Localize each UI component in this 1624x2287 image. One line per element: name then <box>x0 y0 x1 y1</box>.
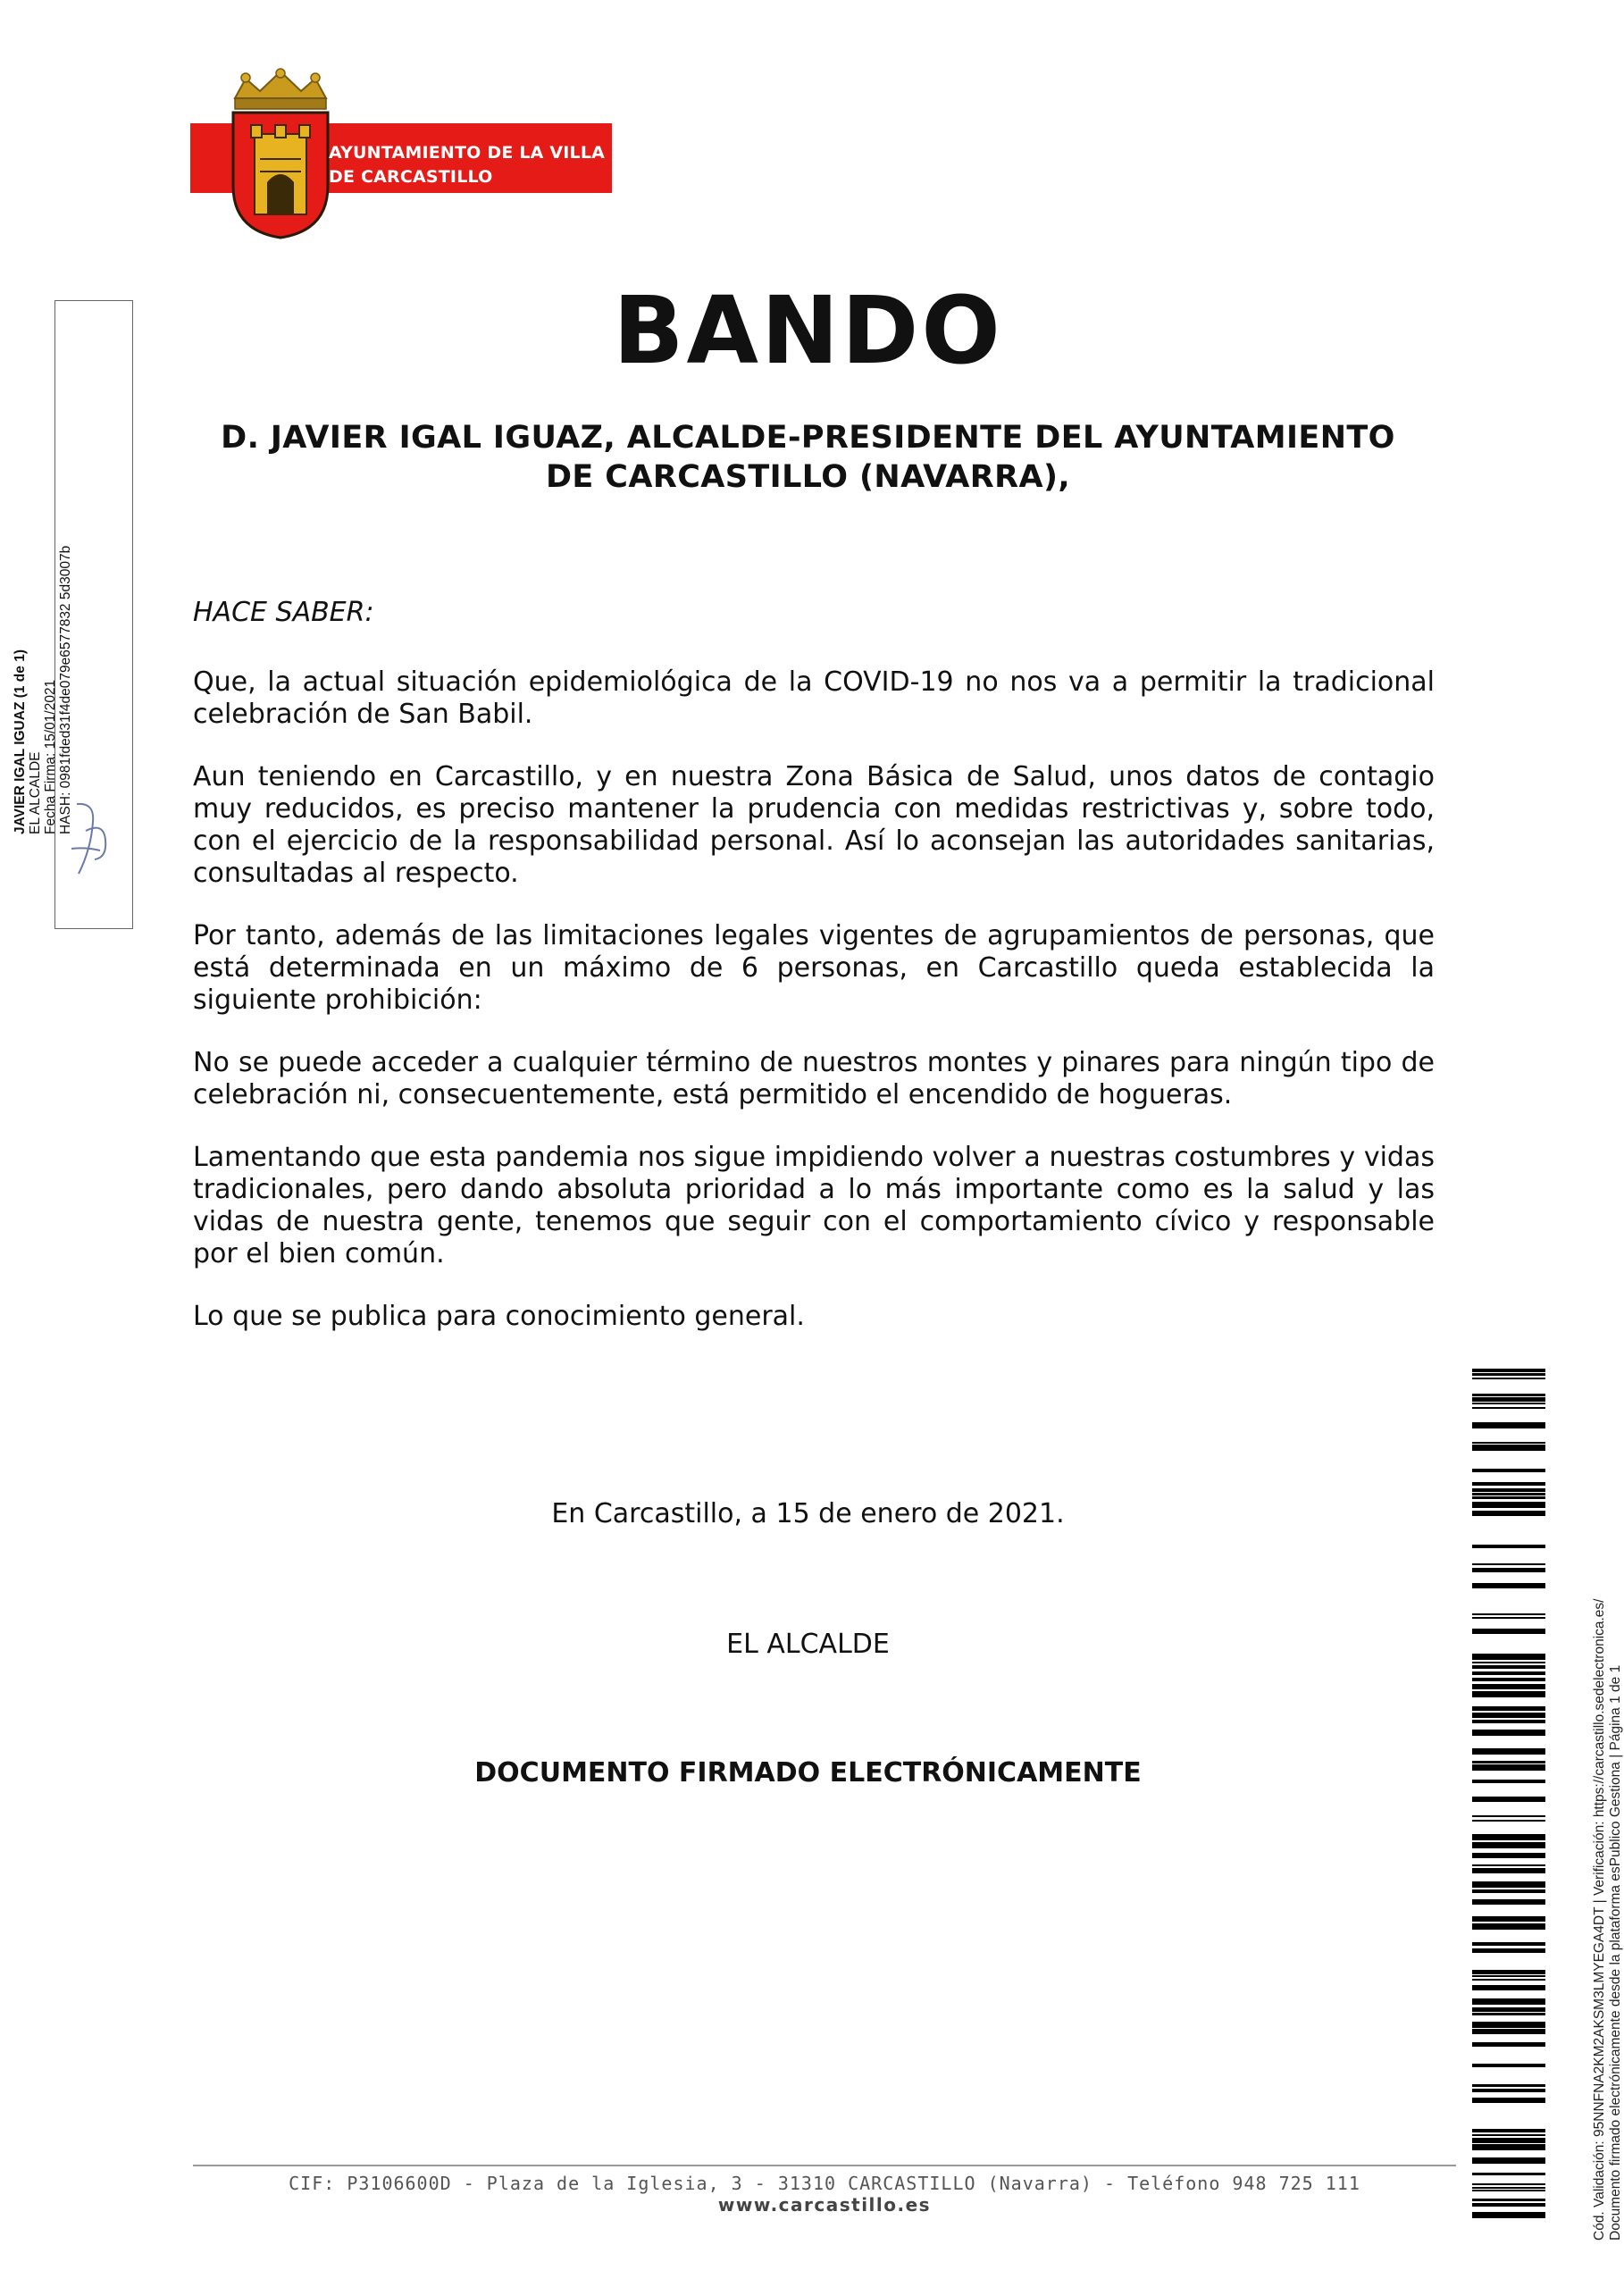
hace-saber: HACE SABER: <box>193 597 374 628</box>
footer-address: CIF: P3106600D - Plaza de la Iglesia, 3 - 31310 CARCASTILLO (Navarra) - Teléfono 948 725 111 <box>289 2173 1360 2194</box>
barcode-icon <box>1472 1369 1545 2219</box>
verification-text <box>1592 1347 1624 2241</box>
signature-hash: HASH: 0981fded31f4de079e6577832 5d3007b <box>58 545 73 834</box>
paragraph: Lo que se publica para conocimiento general. <box>193 1301 805 1332</box>
organization-name <box>329 141 605 189</box>
signature-date: Fecha Firma: 15/01/2021 <box>43 679 58 834</box>
paragraph: Por tanto, además de las limitaciones legales vigentes de agrupamientos de personas, que está determinada en un máximo de 6 personas, en Carcastillo queda establecida la siguiente prohibición: <box>193 920 1435 1016</box>
footer-website: www.carcastillo.es <box>717 2194 932 2216</box>
electronic-signature-note: DOCUMENTO FIRMADO ELECTRÓNICAMENTE <box>474 1757 1142 1789</box>
organization-name-line2: DE CARCASTILLO <box>329 167 493 187</box>
document-body <box>193 597 1435 1363</box>
coat-of-arms-icon <box>228 70 333 239</box>
subtitle-line2: DE CARCASTILLO (NAVARRA), <box>545 459 1071 495</box>
date-line: En Carcastillo, a 15 de enero de 2021. <box>551 1498 1065 1529</box>
signer-name: JAVIER IGAL IGUAZ (1 de 1) <box>13 649 28 834</box>
document-title: BANDO <box>613 276 1003 385</box>
paragraph: Lamentando que esta pandemia nos sigue impidiendo volver a nuestras costumbres y vidas tradicionales, pero dando absoluta prioridad a lo más importante como es la salud y las vidas de nuestra gente, tenemos que seguir con el comportamiento cívico y responsable por el bien común. <box>193 1142 1435 1269</box>
paragraph: No se puede acceder a cualquier término de nuestros montes y pinares para ningún tipo de celebración ni, consecuentemente, está permitido el encendido de hogueras. <box>193 1047 1435 1110</box>
signer-position: EL ALCALDE <box>28 751 43 834</box>
subtitle-line1: D. JAVIER IGAL IGUAZ, ALCALDE-PRESIDENTE DEL AYUNTAMIENTO <box>221 420 1395 456</box>
verification-line1: Cód. Validación: 95NNFNA2KM2AKSM3LMYEGA4DT | Verificación: https://carcastillo.sedelectronica.es/ <box>1592 1598 1607 2241</box>
footer-divider <box>193 2165 1456 2166</box>
signature-details <box>13 227 73 834</box>
paragraph: Aun teniendo en Carcastillo, y en nuestra Zona Básica de Salud, unos datos de contagio muy reducidos, es preciso mantener la prudencia con medidas restrictivas y, sobre todo, con el ejercicio de la responsabilidad personal. Así lo aconsejan las autoridades sanitarias, consultadas al respecto. <box>193 761 1435 889</box>
signer-role: EL ALCALDE <box>726 1629 890 1660</box>
organization-name-line1: AYUNTAMIENTO DE LA VILLA <box>329 143 606 163</box>
paragraph: Que, la actual situación epidemiológica de la COVID-19 no nos va a permitir la tradicional celebración de San Babil. <box>193 666 1435 730</box>
handwritten-signature-icon <box>59 795 121 884</box>
verification-line2: Documento firmado electrónicamente desde la plataforma esPublico Gestiona | Página 1 de 1 <box>1608 1664 1623 2241</box>
document-subtitle <box>179 418 1437 497</box>
